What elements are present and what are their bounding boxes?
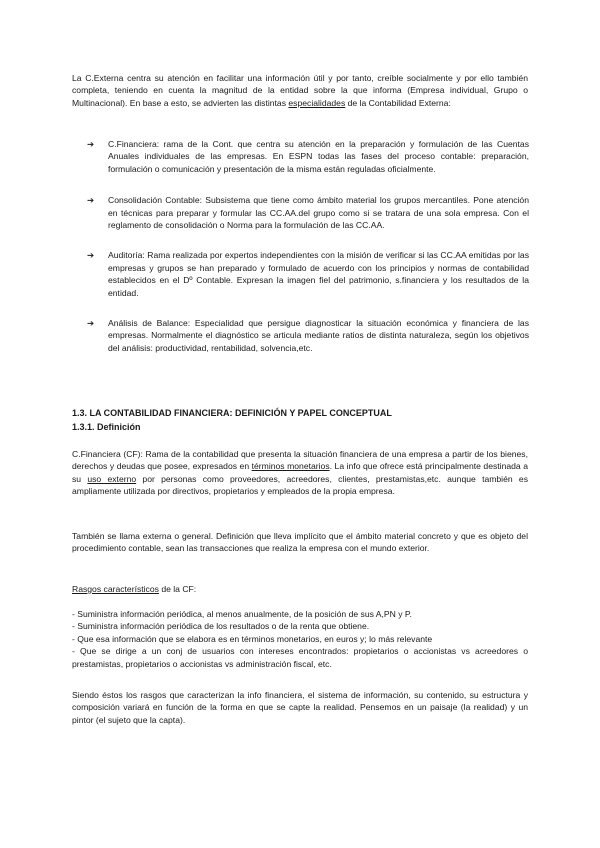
arrow-icon: ➔ bbox=[87, 195, 95, 206]
list-item: - Suministra información periódica de los resultados o de la renta que obtiene. bbox=[72, 621, 370, 632]
bullet-text: Consolidación Contable: Subsistema que tiene como ámbito material los grupos mercantiles. Pone atención en técnicas para preparar y formular las CC.AA.del grupo como si se tratara de una sola empresa. Con el reglamento de consolidación o Norma para la formulación de las CC.AA. bbox=[108, 195, 529, 231]
arrow-icon: ➔ bbox=[87, 318, 95, 329]
uso-externo-link[interactable]: uso externo bbox=[87, 473, 137, 484]
intro-text-a: La C.Externa centra su atención en facilitar una información útil y por tanto, creíble socialmente y por ello también completa, teniendo en cuenta la magnitud de la entidad sobre la que informa (Empresa individual, Grupo o Multinacional). En base a esto, se advierten las distintas bbox=[72, 73, 528, 108]
subsection-heading: 1.3.1. Definición bbox=[72, 422, 141, 432]
bullet-text: Auditoría: Rama realizada por expertos independientes con la misión de verificar si las CC.AA emitidas por las empresas y grupos se han preparado y formulado de acuerdo con los principios y normas de contabilidad establecidos en el Dº Contable. Expresan la imagen fiel del patrimonio, s.financiera y los resultados de la entidad. bbox=[108, 250, 529, 298]
arrow-icon: ➔ bbox=[87, 250, 95, 261]
terminos-monetarios-link[interactable]: términos monetarios bbox=[251, 461, 330, 472]
list-item bbox=[87, 317, 529, 354]
definicion-text-c: por personas como proveedores, acreedores, clientes, prestamistas,etc. aunque también es ampliamente utilizada por directivos, propietarios y empleados de la propia empresa. bbox=[72, 473, 528, 497]
intro-paragraph bbox=[72, 72, 528, 109]
definicion-paragraph bbox=[72, 448, 528, 498]
list-item bbox=[87, 194, 529, 231]
bullet-text: C.Financiera: rama de la Cont. que centra su atención en la preparación y formulación de las Cuentas Anuales individuales de las empresas. En ESPN todas las fases del proceso contable: preparación, formulación o comunicación y presentación de la misma están reguladas oficialmente. bbox=[108, 139, 529, 174]
especialidades-list bbox=[87, 138, 529, 373]
rasgos-heading-rest: de la CF: bbox=[158, 584, 197, 594]
rasgos-heading bbox=[72, 583, 528, 595]
definicion-text-b: . La info que ofrece está principalmente destinada a su bbox=[72, 461, 529, 484]
rasgos-list bbox=[72, 608, 528, 670]
rasgos-link[interactable]: Rasgos característicos bbox=[72, 584, 159, 594]
tambien-paragraph: También se llama externa o general. Definición que lleva implícito que el ámbito material concreto y que es objeto del procedimiento contable, sean las transacciones que realiza la empresa con el mundo exterior. bbox=[72, 531, 528, 554]
list-item bbox=[87, 138, 529, 175]
list-item: - Suministra información periódica, al menos anualmente, de la posición de sus A,PN y P. bbox=[72, 609, 412, 619]
siendo-paragraph: Siendo éstos los rasgos que caracterizan la info financiera, el sistema de información, su contenido, su estructura y composición variará en función de la forma en que se capte la realidad. Pensemos en un paisaje (la realidad) y un pintor (el sujeto que la capta). bbox=[72, 690, 528, 725]
definicion-text-a: C.Financiera (CF): Rama de la contabilidad que presenta la situación financiera de una empresa a partir de los bienes, derechos y deudas que posee, expresados en bbox=[72, 449, 528, 472]
list-item: - Que se dirige a un conj de usuarios con intereses encontrados: propietarios o accionistas vs acreedores o prestamistas, propietarios o accionistas vs administración fiscal, etc. bbox=[72, 646, 528, 669]
list-item: - Que esa información que se elabora es en términos monetarios, en euros y; lo más relevante bbox=[72, 633, 433, 644]
intro-especialidades-link[interactable]: especialidades bbox=[288, 97, 346, 108]
section-heading: 1.3. LA CONTABILIDAD FINANCIERA: DEFINICIÓN Y PAPEL CONCEPTUAL bbox=[72, 408, 392, 418]
list-item bbox=[87, 249, 529, 299]
intro-text-b: de la Contabilidad Externa: bbox=[345, 97, 451, 108]
bullet-text: Análisis de Balance: Especialidad que persigue diagnosticar la situación económica y financiera de las empresas. Normalmente el diagnóstico se articula mediante ratios de distinta naturaleza, según los objetivos del análisis: productividad, rentabilidad, solvencia,etc. bbox=[108, 318, 529, 353]
arrow-icon: ➔ bbox=[87, 139, 95, 149]
